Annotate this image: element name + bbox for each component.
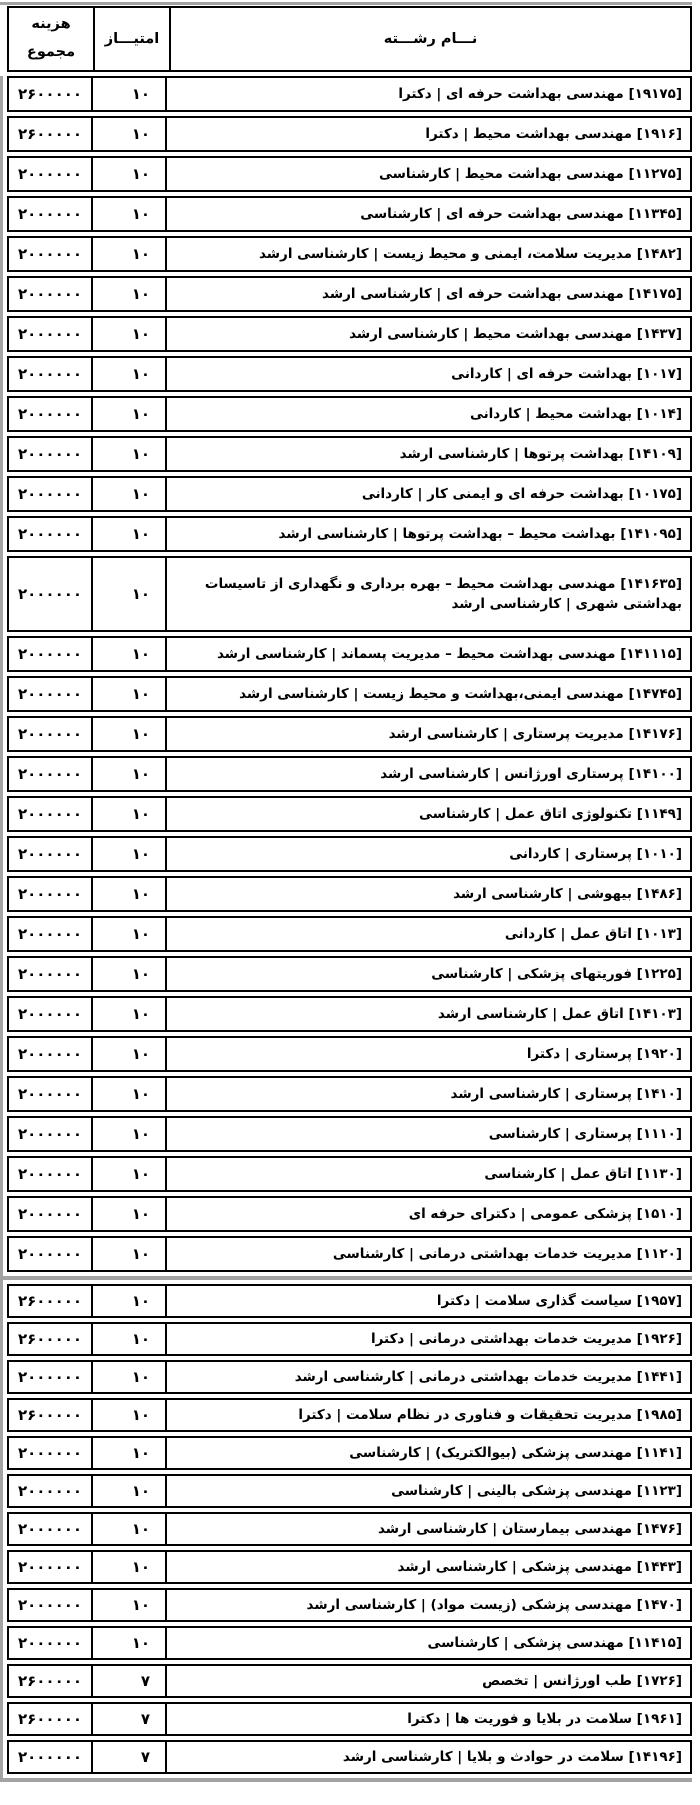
field-name-cell: [۱۴۱۰۳] اتاق عمل | کارشناسی ارشد (437, 1005, 682, 1022)
score-cell: ۱۰ (93, 1438, 167, 1468)
table-row (7, 396, 692, 432)
total-cost-cell: ۲۶۰۰۰۰۰ (9, 1704, 93, 1734)
field-name-cell: [۱۱۴۹] تکنولوژی اتاق عمل | کارشناسی (419, 805, 682, 822)
field-name-cell: [۱۱۴۱۵] مهندسی پزشکی | کارشناسی (427, 1634, 682, 1651)
table-row (7, 676, 692, 712)
total-cost-cell: ۲۰۰۰۰۰۰ (9, 238, 93, 270)
total-cost-cell: ۲۰۰۰۰۰۰ (9, 718, 93, 750)
total-cost-cell: ۲۰۰۰۰۰۰ (9, 158, 93, 190)
total-cost-cell: ۲۰۰۰۰۰۰ (9, 1590, 93, 1620)
table-row (7, 1664, 692, 1698)
table-segment-2 (7, 1284, 692, 1774)
score-cell: ۱۰ (93, 1476, 167, 1506)
table-row (7, 1588, 692, 1622)
table-row (7, 556, 692, 632)
score-cell: ۱۰ (93, 638, 167, 670)
score-cell: ۱۰ (93, 118, 167, 150)
score-cell: ۱۰ (93, 318, 167, 350)
tuition-table (7, 6, 692, 1778)
score-cell: ۷ (93, 1666, 167, 1696)
score-cell: ۱۰ (93, 1514, 167, 1544)
score-cell: ۱۰ (93, 558, 167, 630)
score-cell: ۱۰ (93, 238, 167, 270)
table-row (7, 1360, 692, 1394)
table-row (7, 1550, 692, 1584)
score-cell: ۱۰ (93, 1118, 167, 1150)
table-row (7, 996, 692, 1032)
total-cost-cell: ۲۰۰۰۰۰۰ (9, 678, 93, 710)
table-row (7, 196, 692, 232)
total-cost-cell: ۲۰۰۰۰۰۰ (9, 1038, 93, 1070)
score-cell: ۱۰ (93, 1078, 167, 1110)
page-edge-shadow-left (0, 76, 3, 1782)
field-name-cell: [۱۹۱۶] مهندسی بهداشت محیط | دکترا (425, 125, 682, 142)
total-cost-cell: ۲۰۰۰۰۰۰ (9, 878, 93, 910)
total-cost-cell: ۲۰۰۰۰۰۰ (9, 958, 93, 990)
field-name-cell: [۱۰۱۳] اتاق عمل | کاردانی (504, 925, 682, 942)
score-cell: ۱۰ (93, 358, 167, 390)
total-cost-cell: ۲۰۰۰۰۰۰ (9, 438, 93, 470)
score-cell: ۱۰ (93, 678, 167, 710)
total-cost-cell: ۲۰۰۰۰۰۰ (9, 478, 93, 510)
table-row (7, 1740, 692, 1774)
table-row (7, 796, 692, 832)
field-name-cell: [۱۹۶۱] سلامت در بلایا و فوریت ها | دکترا (407, 1710, 682, 1727)
total-cost-cell: ۲۶۰۰۰۰۰ (9, 1324, 93, 1354)
field-name-cell: [۱۹۲۰] پرستاری | دکترا (526, 1045, 682, 1062)
column-header-total-cost-line2: مجموع (26, 44, 76, 60)
score-cell: ۱۰ (93, 1158, 167, 1190)
field-name-cell: [۱۰۱۷] بهداشت حرفه ای | کاردانی (451, 365, 682, 382)
table-row (7, 476, 692, 512)
score-cell: ۱۰ (93, 998, 167, 1030)
score-cell: ۱۰ (93, 718, 167, 750)
score-cell: ۱۰ (93, 1552, 167, 1582)
field-name-cell: [۱۴۸۲] مدیریت سلامت، ایمنی و محیط زیست | کارشناسی ارشد (258, 245, 682, 262)
field-name-cell: [۱۰۱۴] بهداشت محیط | کاردانی (469, 405, 682, 422)
field-name-cell: [۱۴۱۷۵] مهندسی بهداشت حرفه ای | کارشناسی ارشد (322, 285, 682, 302)
total-cost-cell: ۲۰۰۰۰۰۰ (9, 798, 93, 830)
table-row (7, 156, 692, 192)
total-cost-cell: ۲۰۰۰۰۰۰ (9, 1438, 93, 1468)
score-cell: ۱۰ (93, 78, 167, 110)
score-cell: ۱۰ (93, 1590, 167, 1620)
score-cell: ۱۰ (93, 198, 167, 230)
score-cell: ۱۰ (93, 278, 167, 310)
table-header-row (7, 6, 692, 72)
field-name-cell: [۱۴۱۰۹] بهداشت پرتوها | کارشناسی ارشد (399, 445, 682, 462)
field-name-cell: [۱۹۲۶] مدیریت خدمات بهداشتی درمانی | دکترا (371, 1330, 682, 1347)
field-name-cell: [۱۴۱۰] پرستاری | کارشناسی ارشد (450, 1085, 682, 1102)
field-name-cell: [۱۹۵۷] سیاست گذاری سلامت | دکترا (436, 1292, 682, 1309)
score-cell: ۱۰ (93, 958, 167, 990)
table-row (7, 1284, 692, 1318)
field-name-cell: [۱۱۲۳] مهندسی پزشکی بالینی | کارشناسی (391, 1482, 682, 1499)
table-row (7, 1474, 692, 1508)
table-row (7, 716, 692, 752)
total-cost-cell: ۲۰۰۰۰۰۰ (9, 558, 93, 630)
score-cell: ۱۰ (93, 438, 167, 470)
field-name-cell: [۱۴۷۰] مهندسی پزشکی (زیست مواد) | کارشناسی ارشد (306, 1596, 682, 1613)
column-header-total-cost (9, 8, 95, 70)
table-row (7, 1436, 692, 1470)
table-row (7, 1626, 692, 1660)
table-row (7, 436, 692, 472)
score-cell: ۱۰ (93, 1286, 167, 1316)
total-cost-cell: ۲۰۰۰۰۰۰ (9, 838, 93, 870)
table-row (7, 1322, 692, 1356)
score-cell: ۱۰ (93, 1238, 167, 1270)
field-name-cell: [۱۱۳۴۵] مهندسی بهداشت حرفه ای | کارشناسی (360, 205, 682, 222)
total-cost-cell: ۲۰۰۰۰۰۰ (9, 1742, 93, 1772)
total-cost-cell: ۲۰۰۰۰۰۰ (9, 278, 93, 310)
table-row (7, 836, 692, 872)
field-name-cell: [۱۱۳۰] اتاق عمل | کارشناسی (484, 1165, 682, 1182)
column-header-field-name: نـــام رشـــته (383, 31, 478, 47)
table-row (7, 316, 692, 352)
field-name-cell: [۱۴۸۶] بیهوشی | کارشناسی ارشد (453, 885, 682, 902)
column-header-total-cost-line1: هزینه (31, 16, 71, 33)
total-cost-cell: ۲۰۰۰۰۰۰ (9, 358, 93, 390)
score-cell: ۱۰ (93, 1400, 167, 1430)
total-cost-cell: ۲۶۰۰۰۰۰ (9, 1666, 93, 1696)
column-header-score: امتیـــاز (95, 8, 171, 70)
score-cell: ۱۰ (93, 918, 167, 950)
total-cost-cell: ۲۰۰۰۰۰۰ (9, 518, 93, 550)
score-cell: ۱۰ (93, 518, 167, 550)
table-row (7, 636, 692, 672)
field-name-cell: [۱۰۱۰] پرستاری | کاردانی (509, 845, 682, 862)
total-cost-cell: ۲۰۰۰۰۰۰ (9, 1362, 93, 1392)
table-row (7, 276, 692, 312)
field-name-cell: [۱۱۱۰] پرستاری | کارشناسی (488, 1125, 682, 1142)
table-row (7, 116, 692, 152)
field-name-cell: [۱۴۱۰۰] پرستاری اورژانس | کارشناسی ارشد (380, 765, 682, 782)
table-row (7, 1156, 692, 1192)
table-row (7, 1076, 692, 1112)
total-cost-cell: ۲۶۰۰۰۰۰ (9, 118, 93, 150)
total-cost-cell: ۲۰۰۰۰۰۰ (9, 1078, 93, 1110)
field-name-cell: [۱۴۱۰۹۵] بهداشت محیط – بهداشت پرتوها | کارشناسی ارشد (278, 525, 682, 542)
field-name-cell: [۱۰۱۷۵] بهداشت حرفه ای و ایمنی کار | کاردانی (361, 485, 682, 502)
table-row (7, 1236, 692, 1272)
table-row (7, 956, 692, 992)
page-edge-shadow-top (0, 2, 692, 5)
field-name-cell: [۱۴۷۴۵] مهندسی ایمنی،بهداشت و محیط زیست | کارشناسی ارشد (239, 685, 682, 702)
score-cell: ۱۰ (93, 878, 167, 910)
table-row (7, 1116, 692, 1152)
field-name-cell: [۱۱۲۰] مدیریت خدمات بهداشتی درمانی | کارشناسی (332, 1245, 682, 1262)
total-cost-cell: ۲۰۰۰۰۰۰ (9, 398, 93, 430)
total-cost-cell: ۲۰۰۰۰۰۰ (9, 1628, 93, 1658)
table-row (7, 1398, 692, 1432)
total-cost-cell: ۲۰۰۰۰۰۰ (9, 1552, 93, 1582)
total-cost-cell: ۲۰۰۰۰۰۰ (9, 1514, 93, 1544)
field-name-cell: [۱۹۸۵] مدیریت تحقیقات و فناوری در نظام سلامت | دکترا (298, 1406, 682, 1423)
score-cell: ۱۰ (93, 758, 167, 790)
score-cell: ۱۰ (93, 1628, 167, 1658)
total-cost-cell: ۲۰۰۰۰۰۰ (9, 918, 93, 950)
score-cell: ۱۰ (93, 838, 167, 870)
table-row (7, 1036, 692, 1072)
score-cell: ۱۰ (93, 1038, 167, 1070)
field-name-cell: [۱۴۱۷۶] مدیریت پرستاری | کارشناسی ارشد (388, 725, 682, 742)
field-name-cell: [۱۷۲۶] طب اورژانس | تخصص (482, 1672, 682, 1689)
score-cell: ۱۰ (93, 398, 167, 430)
table-row (7, 1702, 692, 1736)
table-segment-1 (7, 76, 692, 1272)
field-name-cell: [۱۴۴۳] مهندسی پزشکی | کارشناسی ارشد (397, 1558, 682, 1575)
score-cell: ۱۰ (93, 1198, 167, 1230)
total-cost-cell: ۲۶۰۰۰۰۰ (9, 1400, 93, 1430)
table-row (7, 1196, 692, 1232)
table-row (7, 236, 692, 272)
field-name-cell: [۱۴۱۶۳۵] مهندسی بهداشت محیط – بهره برداری و نگهداری از تاسیسات بهداشتی شهری | کارشناسی ارشد (204, 575, 682, 612)
total-cost-cell: ۲۰۰۰۰۰۰ (9, 1118, 93, 1150)
page-edge-shadow-bottom (0, 1778, 692, 1782)
total-cost-cell: ۲۰۰۰۰۰۰ (9, 998, 93, 1030)
field-name-cell: [۱۵۱۰] پزشکی عمومی | دکترای حرفه ای (408, 1205, 682, 1222)
field-name-cell: [۱۴۳۷] مهندسی بهداشت محیط | کارشناسی ارشد (349, 325, 682, 342)
score-cell: ۱۰ (93, 798, 167, 830)
score-cell: ۱۰ (93, 158, 167, 190)
table-row (7, 756, 692, 792)
table-row (7, 516, 692, 552)
total-cost-cell: ۲۰۰۰۰۰۰ (9, 198, 93, 230)
field-name-cell: [۱۱۴۱] مهندسی پزشکی (بیوالکتریک) | کارشناسی (349, 1444, 682, 1461)
total-cost-cell: ۲۰۰۰۰۰۰ (9, 638, 93, 670)
score-cell: ۷ (93, 1742, 167, 1772)
table-row (7, 76, 692, 112)
total-cost-cell: ۲۶۰۰۰۰۰ (9, 1286, 93, 1316)
table-row (7, 356, 692, 392)
field-name-cell: [۱۲۲۵] فوریتهای پزشکی | کارشناسی (431, 965, 682, 982)
total-cost-cell: ۲۰۰۰۰۰۰ (9, 758, 93, 790)
score-cell: ۱۰ (93, 1362, 167, 1392)
field-name-cell: [۱۴۷۶] مهندسی بیمارستان | کارشناسی ارشد (377, 1520, 682, 1537)
table-row (7, 1512, 692, 1546)
table-row (7, 876, 692, 912)
total-cost-cell: ۲۰۰۰۰۰۰ (9, 318, 93, 350)
field-name-cell: [۱۴۱۱۱۵] مهندسی بهداشت محیط – مدیریت پسماند | کارشناسی ارشد (216, 645, 682, 662)
score-cell: ۷ (93, 1704, 167, 1734)
table-row (7, 916, 692, 952)
total-cost-cell: ۲۰۰۰۰۰۰ (9, 1238, 93, 1270)
score-cell: ۱۰ (93, 478, 167, 510)
score-cell: ۱۰ (93, 1324, 167, 1354)
field-name-cell: [۱۴۱۹۶] سلامت در حوادث و بلایا | کارشناسی ارشد (342, 1748, 682, 1765)
field-name-cell: [۱۴۴۱] مدیریت خدمات بهداشتی درمانی | کارشناسی ارشد (294, 1368, 682, 1385)
total-cost-cell: ۲۰۰۰۰۰۰ (9, 1476, 93, 1506)
total-cost-cell: ۲۶۰۰۰۰۰ (9, 78, 93, 110)
total-cost-cell: ۲۰۰۰۰۰۰ (9, 1158, 93, 1190)
field-name-cell: [۱۹۱۷۵] مهندسی بهداشت حرفه ای | دکترا (398, 85, 682, 102)
field-name-cell: [۱۱۲۷۵] مهندسی بهداشت محیط | کارشناسی (379, 165, 682, 182)
total-cost-cell: ۲۰۰۰۰۰۰ (9, 1198, 93, 1230)
